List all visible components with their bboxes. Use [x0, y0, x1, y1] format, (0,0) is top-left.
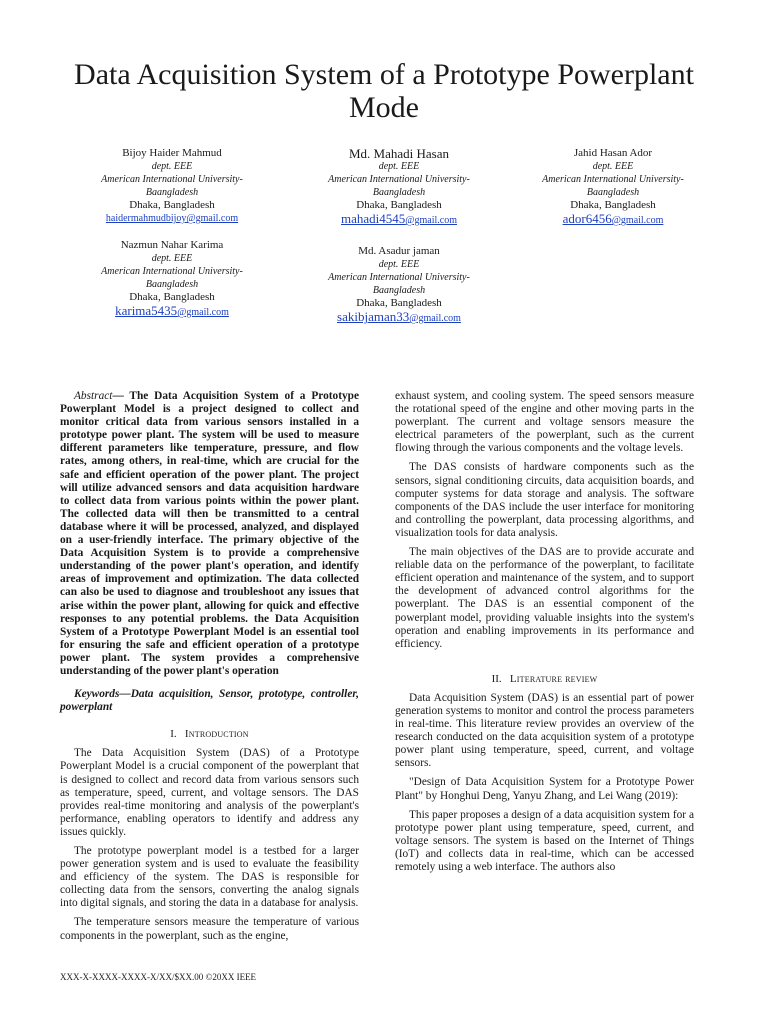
author-block: [62, 147, 282, 225]
copyright-footer: XXX-X-XXXX-XXXX-X/XX/$XX.00 ©20XX IEEE: [60, 972, 257, 982]
section-heading-introduction: I. Introduction: [170, 728, 249, 741]
author-name: Md. Mahadi Hasan: [348, 146, 449, 161]
paragraph: The main objectives of the DAS are to provide accurate and reliable data on the performance of the powerplant, to facilitate efficient operation and maintenance of the system, and to support the development of advanced control algorithms for the powerplant. The DAS is an essential component of the powerplant model, providing valuable insights into the system's operation and enabling improvements in its performance and efficiency.: [395, 546, 694, 650]
author-name: Jahid Hasan Ador: [573, 147, 653, 159]
author-dept: dept. EEE: [378, 259, 420, 270]
author-city: Dhaka, Bangladesh: [129, 199, 215, 211]
author-block: [503, 147, 723, 227]
author-org: American International University-: [328, 272, 470, 283]
paragraph: The DAS consists of hardware components such as the sensors, signal conditioning circuits, data acquisition boards, and computer systems for data storage and analysis. The software components of the DAS include the user interface for monitoring and controlling the powerplant, data processing algorithms, and visualization tools for data analysis.: [395, 461, 694, 539]
author-org: Baangladesh: [145, 187, 199, 198]
paragraph: "Design of Data Acquisition System for a Prototype Power Plant" by Honghui Deng, Yanyu Zhang, and Lei Wang (2019):: [395, 776, 694, 802]
author-org: Baangladesh: [586, 187, 640, 198]
author-email[interactable]: sakibjaman33@gmail.com: [337, 309, 461, 324]
author-org: Baangladesh: [145, 279, 199, 290]
author-name: Md. Asadur jaman: [358, 245, 440, 257]
paper-title: Data Acquisition System of a Prototype Powerplant Mode: [74, 58, 694, 124]
author-org: Baangladesh: [372, 285, 426, 296]
left-column: [60, 390, 359, 949]
author-org: American International University-: [101, 266, 243, 277]
author-name: Bijoy Haider Mahmud: [122, 147, 222, 159]
author-email[interactable]: mahadi4545@gmail.com: [341, 211, 457, 226]
author-dept: dept. EEE: [592, 161, 634, 172]
section-heading-literature-review: II. Literature review: [491, 672, 598, 685]
right-column: [395, 390, 694, 880]
author-name: Nazmun Nahar Karima: [120, 239, 224, 251]
author-block: [289, 147, 509, 227]
author-email[interactable]: haidermahmudbijoy@gmail.com: [105, 213, 239, 224]
author-block: [62, 239, 282, 319]
author-dept: dept. EEE: [378, 161, 420, 172]
author-city: Dhaka, Bangladesh: [356, 199, 442, 211]
abstract-label: Abstract: [74, 390, 113, 402]
author-city: Dhaka, Bangladesh: [356, 297, 442, 309]
author-org: American International University-: [542, 174, 684, 185]
author-org: Baangladesh: [372, 187, 426, 198]
author-dept: dept. EEE: [151, 253, 193, 264]
author-block: [289, 245, 509, 325]
author-dept: dept. EEE: [151, 161, 193, 172]
author-org: American International University-: [101, 174, 243, 185]
paragraph: The prototype powerplant model is a testbed for a larger power generation system and is used to evaluate the feasibility and efficiency of the system. The DAS is responsible for collecting data from the sensors, converting the analog signals into digital signals, and storing the data in a database for analysis.: [60, 845, 359, 910]
author-email[interactable]: karima5435@gmail.com: [115, 303, 229, 318]
abstract: [60, 390, 359, 678]
keywords: Keywords—Data acquisition, Sensor, prototype, controller, powerplant: [60, 688, 359, 714]
author-city: Dhaka, Bangladesh: [570, 199, 656, 211]
author-email[interactable]: ador6456@gmail.com: [562, 211, 664, 226]
paragraph: exhaust system, and cooling system. The speed sensors measure the rotational speed of the engine and other moving parts in the powerplant. The current and voltage sensors measure the electrical parameters of the powerplant, such as the current flowing through the various components and the voltage levels.: [395, 390, 694, 455]
paragraph: Data Acquisition System (DAS) is an essential part of power generation systems to monitor and control the process parameters in real-time. This literature review provides an overview of the research conducted on the data acquisition system of a prototype power plant using temperature, speed, current, and voltage sensors.: [395, 691, 694, 770]
paragraph: The Data Acquisition System (DAS) of a Prototype Powerplant Model is a crucial component of the powerplant that is designed to collect and record data from various sensors such as temperature, speed, current, and voltage sensors. The DAS provides real-time monitoring and analysis of the powerplant's performance, enabling operators to identify and address any issues quickly.: [60, 747, 359, 838]
abstract-text: — The Data Acquisition System of a Prototype Powerplant Model is a project designed to collect and monitor critical data from various sensors installed in a prototype power plant. The system will be used to measure different parameters like temperature, pressure, and flow rates, among others, in real-time, which are crucial for the safe and efficient operation of the power plant. The project will utilize advanced sensors and data acquisition hardware to collect data from various points within the power plant. The collected data will then be transmitted to a central database where it will be processed, analyzed, and displayed on a user-friendly interface. The primary objective of the Data Acquisition System is to provide a comprehensive understanding of the power plant's operation, and identify areas of improvement and optimization. The data collected can also be used to diagnose and troubleshoot any issues that arise within the power plant, allowing for quick and effective responses to any potential problems. the Data Acquisition System of a Prototype Powerplant Model is an essential tool for ensuring the safe and efficient operation of a prototype power plant. The system provides a comprehensive understanding of the power plant's operation: [60, 390, 359, 677]
author-org: American International University-: [328, 174, 470, 185]
paragraph: The temperature sensors measure the temperature of various components in the powerplant, such as the engine,: [60, 916, 359, 942]
paragraph: This paper proposes a design of a data acquisition system for a prototype power plant using temperature, speed, current, and voltage sensors. The system is based on the Internet of Things (IoT) and collects data in real-time, which can be accessed remotely using a web interface. The authors also: [395, 808, 694, 873]
author-city: Dhaka, Bangladesh: [129, 291, 215, 303]
